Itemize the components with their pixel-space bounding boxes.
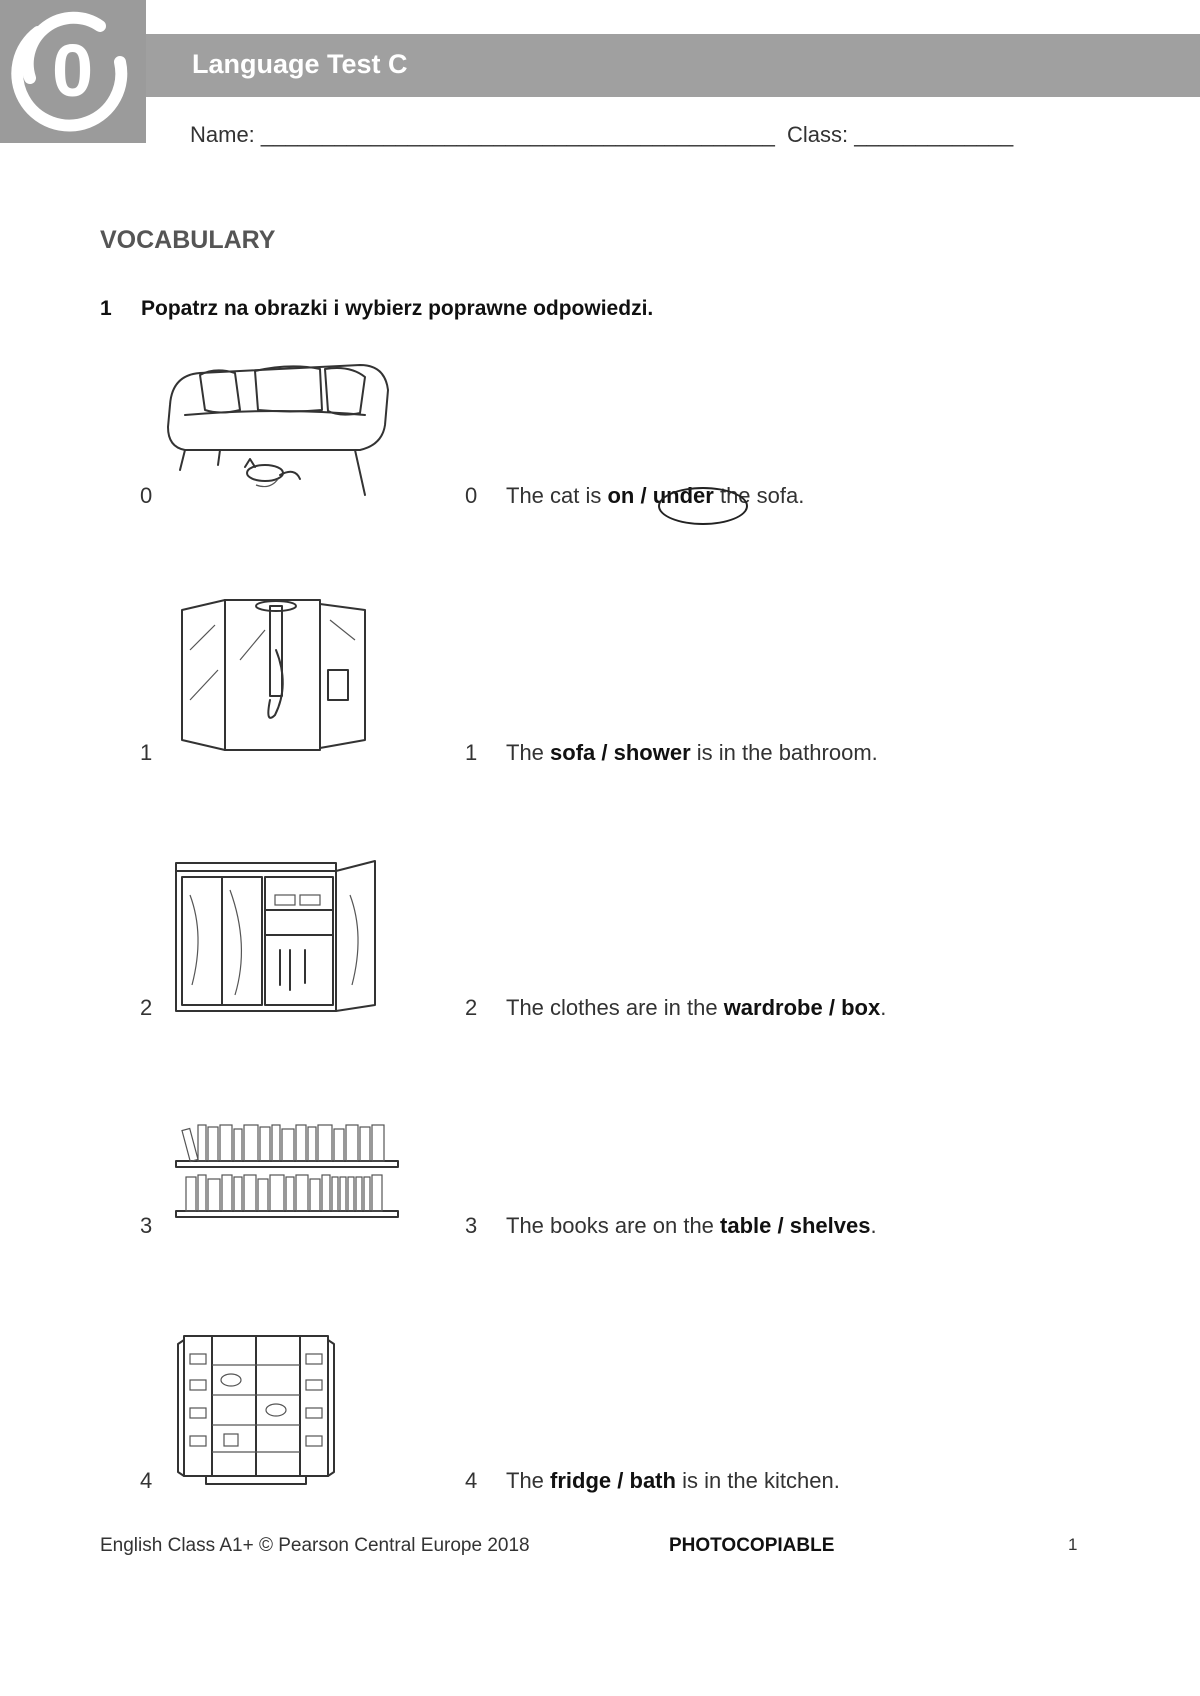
sentence-text: is in the bathroom. [690, 740, 878, 765]
instruction-text: Popatrz na obrazki i wybierz poprawne odpowiedzi. [141, 297, 654, 320]
sentence-text: The clothes are in the [506, 995, 724, 1020]
sofa-with-cat-icon [160, 355, 395, 500]
picture-number: 1 [140, 740, 153, 765]
picture-number: 4 [140, 1468, 153, 1493]
answer-circle-mark [658, 487, 748, 525]
option-b[interactable]: bath [629, 1468, 676, 1493]
sentence-0 [465, 483, 804, 509]
unit-badge [0, 0, 146, 143]
option-b[interactable]: box [841, 995, 881, 1020]
class-label: Class: [786, 122, 849, 147]
option-separator: / [634, 483, 653, 508]
option-separator: / [611, 1468, 630, 1493]
sentence-text: the sofa. [713, 483, 805, 508]
sentence-number: 0 [465, 483, 478, 508]
page-number: 1 [1068, 1535, 1078, 1554]
sentence-text: is in the kitchen. [675, 1468, 840, 1493]
option-separator: / [771, 1213, 790, 1238]
option-separator: / [595, 740, 614, 765]
sentence-number: 4 [465, 1468, 478, 1493]
name-blank[interactable]: __________________________________________ [260, 122, 775, 147]
option-a[interactable]: sofa [550, 740, 596, 765]
wardrobe-icon [170, 855, 385, 1015]
sentence-number: 1 [465, 740, 478, 765]
sentence-number: 3 [465, 1213, 478, 1238]
picture-number: 3 [140, 1213, 153, 1238]
fridge-icon [176, 1330, 336, 1490]
picture-number: 2 [140, 995, 153, 1020]
sentence-3 [465, 1213, 877, 1239]
sentence-2 [465, 995, 886, 1021]
bookshelves-icon [172, 1115, 402, 1225]
shower-cabin-icon [170, 590, 380, 765]
option-a[interactable]: fridge [550, 1468, 612, 1493]
sentence-text: The books are on the [506, 1213, 721, 1238]
sentence-number: 2 [465, 995, 478, 1020]
name-label: Name: [190, 122, 255, 147]
name-class-line [190, 122, 1013, 148]
test-title: Language Test C [192, 49, 408, 79]
sentence-text: The [506, 740, 551, 765]
sentence-text: . [880, 995, 887, 1020]
sentence-text: . [870, 1213, 877, 1238]
section-heading: VOCABULARY [100, 226, 276, 254]
footer-photocopiable: PHOTOCOPIABLE [669, 1535, 835, 1556]
option-a[interactable]: table [720, 1213, 772, 1238]
class-blank[interactable]: _____________ [854, 122, 1014, 147]
picture-number: 0 [140, 483, 153, 508]
option-a[interactable]: on [607, 483, 635, 508]
exercise-number: 1 [100, 297, 112, 320]
sentence-text: The [506, 1468, 551, 1493]
option-separator: / [822, 995, 842, 1020]
option-b[interactable]: shower [613, 740, 691, 765]
option-b[interactable]: shelves [789, 1213, 871, 1238]
unit-number: 0 [52, 29, 94, 112]
option-a[interactable]: wardrobe [723, 995, 823, 1020]
option-b[interactable]: under [652, 483, 714, 508]
sentence-4 [465, 1468, 840, 1494]
exercise-instruction [100, 297, 653, 321]
footer-copyright: English Class A1+ © Pearson Central Europe 2018 [100, 1535, 530, 1556]
sentence-text: The cat is [506, 483, 608, 508]
header-bar [146, 34, 1200, 97]
sentence-1 [465, 740, 878, 766]
